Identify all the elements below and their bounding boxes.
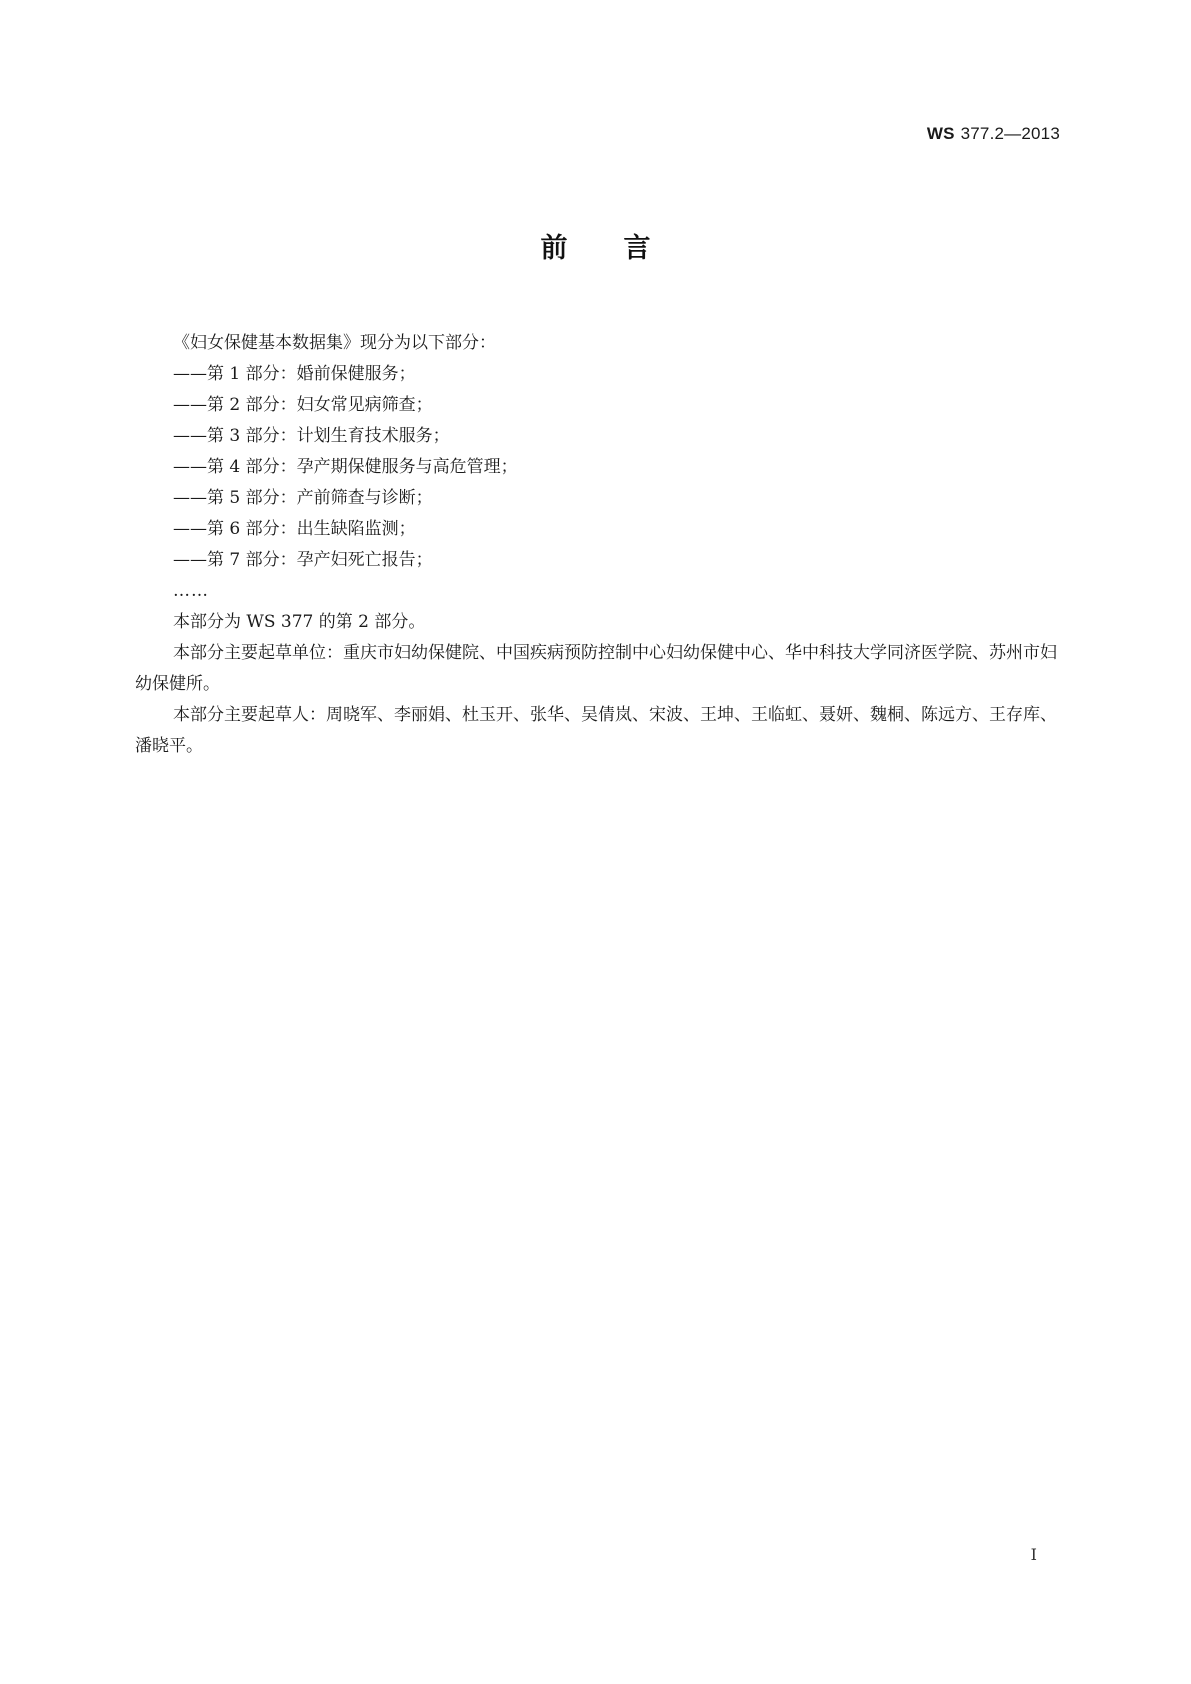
ellipsis-line: …… [173, 581, 209, 601]
page-title: 前言 [540, 233, 707, 264]
page-number: I [1030, 1545, 1037, 1564]
part-item-2: ——第 2 部分：妇女常见病筛查； [173, 395, 433, 415]
foreword-body [135, 328, 1060, 762]
intro-paragraph: 《妇女保健基本数据集》现分为以下部分： [173, 333, 496, 353]
part-item-1: ——第 1 部分：婚前保健服务； [173, 364, 416, 384]
part-item-6: ——第 6 部分：出生缺陷监测； [173, 519, 416, 539]
drafting-units-paragraph: 本部分主要起草单位：重庆市妇幼保健院、中国疾病预防控制中心妇幼保健中心、华中科技大学同济医学院、苏州市妇幼保健所。 [135, 643, 1057, 694]
part-item-4: ——第 4 部分：孕产期保健服务与高危管理； [173, 457, 518, 477]
standard-code [927, 124, 1060, 144]
drafters-paragraph: 本部分主要起草人：周晓军、李丽娟、杜玉开、张华、吴倩岚、宋波、王坤、王临虹、聂妍、魏桐、陈远方、王存库、潘晓平。 [135, 705, 1057, 756]
part-item-7: ——第 7 部分：孕产妇死亡报告； [173, 550, 433, 570]
standard-number: 377.2—2013 [960, 124, 1060, 143]
standard-prefix: WS [926, 124, 955, 143]
part-item-5: ——第 5 部分：产前筛查与诊断； [173, 488, 433, 508]
statement-paragraph: 本部分为 WS 377 的第 2 部分。 [173, 612, 426, 632]
part-item-3: ——第 3 部分：计划生育技术服务； [173, 426, 450, 446]
